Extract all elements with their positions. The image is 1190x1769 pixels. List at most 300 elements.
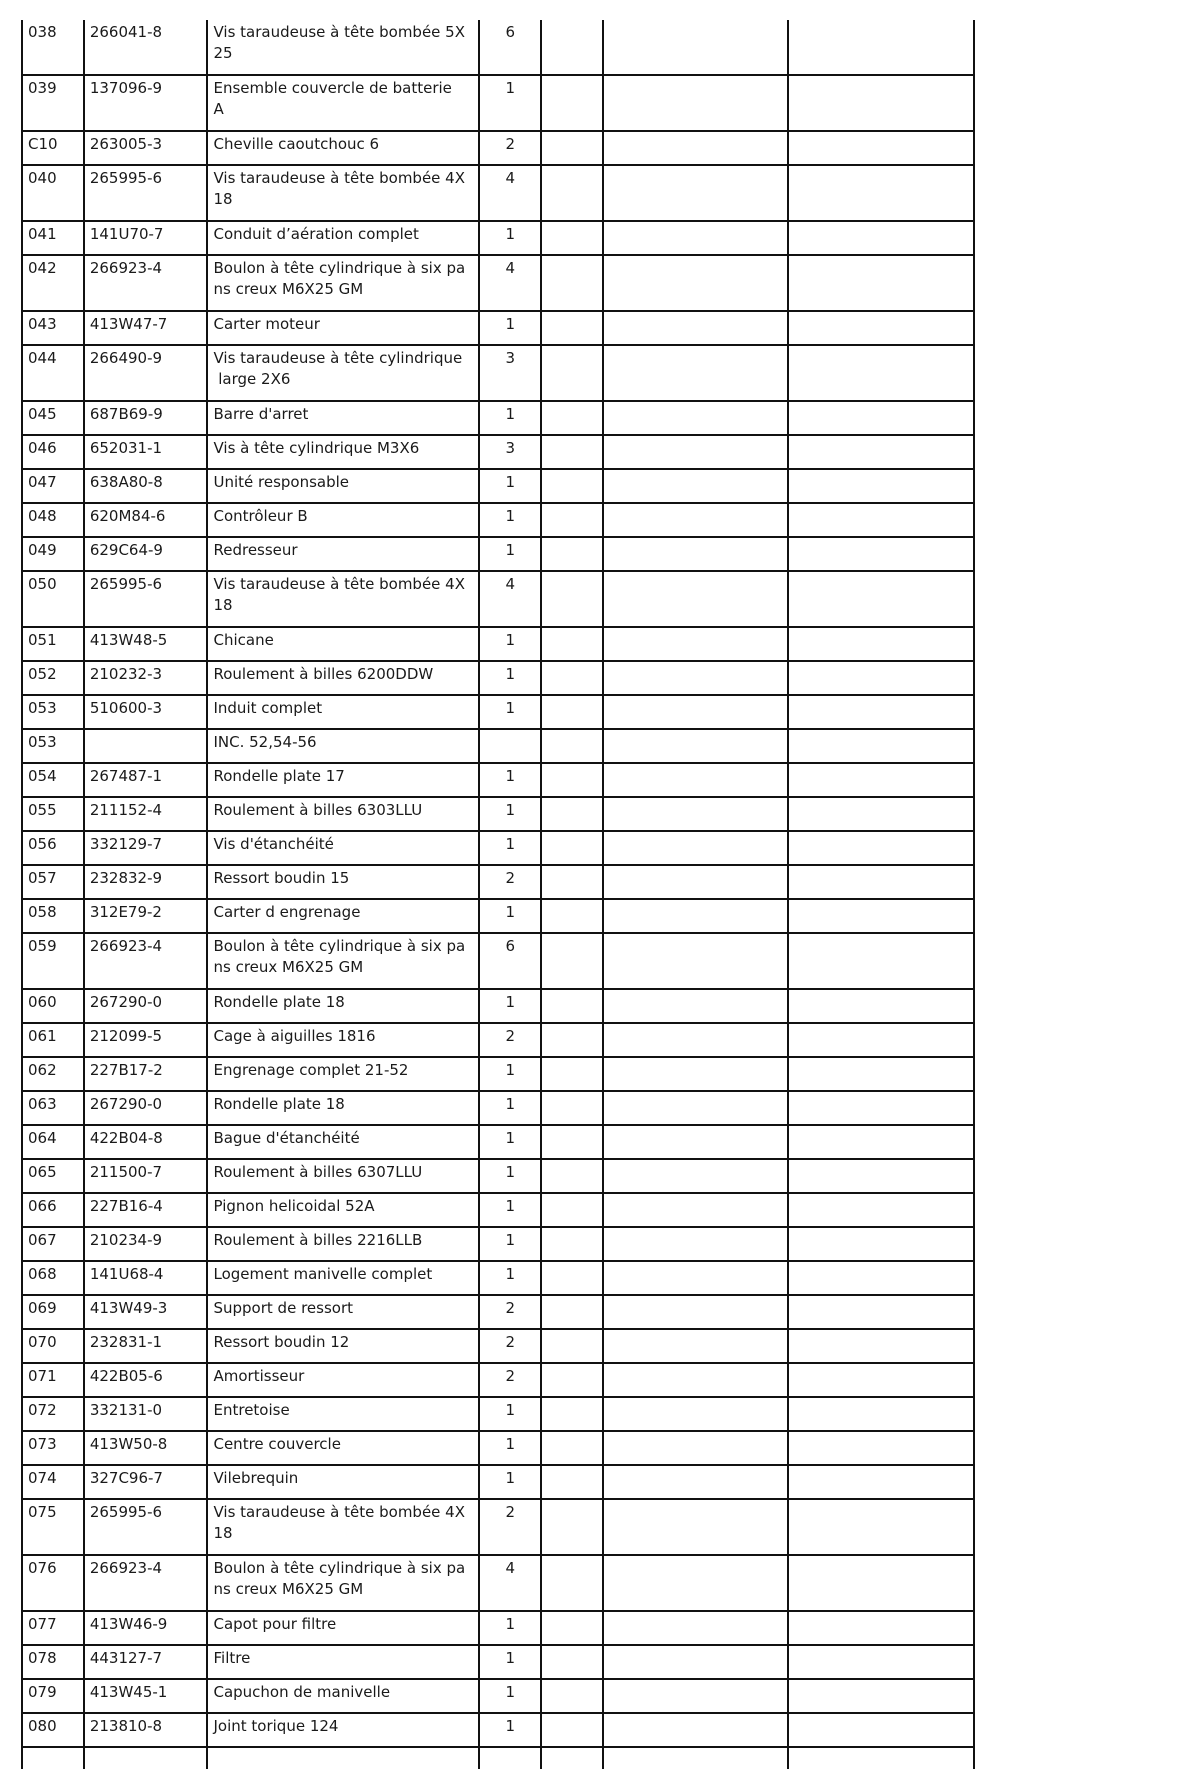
part-number-cell: 443127-7 — [84, 1645, 208, 1679]
table-row — [22, 571, 974, 627]
part-number-cell: 266041-8 — [84, 20, 208, 75]
item-number-cell: 044 — [22, 345, 84, 401]
quantity-cell: 1 — [479, 1159, 541, 1193]
item-number-cell: 059 — [22, 933, 84, 989]
blank-cell-a — [541, 469, 603, 503]
part-number-cell: 141U68-4 — [84, 1261, 208, 1295]
table-row — [22, 1295, 974, 1329]
part-number-cell: 332131-0 — [84, 1397, 208, 1431]
blank-cell-b — [603, 831, 788, 865]
quantity-cell: 1 — [479, 989, 541, 1023]
table-row — [22, 1159, 974, 1193]
description-cell: Logement manivelle complet — [207, 1261, 479, 1295]
table-row — [22, 763, 974, 797]
quantity-cell: 1 — [479, 899, 541, 933]
blank-cell-a — [541, 933, 603, 989]
part-number-cell: 211152-4 — [84, 797, 208, 831]
description-cell: Bague d'étanchéité — [207, 1125, 479, 1159]
description-cell: Roulement à billes 6303LLU — [207, 797, 479, 831]
blank-cell-a — [541, 1227, 603, 1261]
empty-cell — [541, 1747, 603, 1769]
table-row — [22, 627, 974, 661]
blank-cell-c — [788, 1397, 974, 1431]
description-cell: Support de ressort — [207, 1295, 479, 1329]
blank-cell-b — [603, 1555, 788, 1611]
blank-cell-a — [541, 1091, 603, 1125]
item-number-cell: 063 — [22, 1091, 84, 1125]
part-number-cell: 413W47-7 — [84, 311, 208, 345]
quantity-cell: 1 — [479, 1645, 541, 1679]
part-number-cell: 413W50-8 — [84, 1431, 208, 1465]
part-number-cell: 232832-9 — [84, 865, 208, 899]
table-row — [22, 1431, 974, 1465]
blank-cell-b — [603, 20, 788, 75]
quantity-cell: 1 — [479, 1465, 541, 1499]
blank-cell-a — [541, 1023, 603, 1057]
blank-cell-b — [603, 1125, 788, 1159]
part-number-cell: 227B16-4 — [84, 1193, 208, 1227]
blank-cell-b — [603, 1159, 788, 1193]
table-row — [22, 797, 974, 831]
item-number-cell: 038 — [22, 20, 84, 75]
blank-cell-a — [541, 571, 603, 627]
table-row — [22, 1329, 974, 1363]
blank-cell-a — [541, 1329, 603, 1363]
table-row — [22, 1679, 974, 1713]
description-cell: Capuchon de manivelle — [207, 1679, 479, 1713]
blank-cell-a — [541, 989, 603, 1023]
table-row — [22, 1023, 974, 1057]
part-number-cell: 266923-4 — [84, 933, 208, 989]
part-number-cell: 267290-0 — [84, 989, 208, 1023]
table-row — [22, 255, 974, 311]
part-number-cell: 266923-4 — [84, 255, 208, 311]
quantity-cell: 6 — [479, 933, 541, 989]
item-number-cell: 056 — [22, 831, 84, 865]
blank-cell-b — [603, 1023, 788, 1057]
blank-cell-c — [788, 763, 974, 797]
description-cell: Carter d engrenage — [207, 899, 479, 933]
blank-cell-c — [788, 1713, 974, 1747]
blank-cell-c — [788, 345, 974, 401]
blank-cell-a — [541, 1057, 603, 1091]
table-row — [22, 1363, 974, 1397]
quantity-cell: 1 — [479, 831, 541, 865]
empty-cell — [479, 1747, 541, 1769]
table-row — [22, 131, 974, 165]
table-row — [22, 75, 974, 131]
description-cell: Conduit d’aération complet — [207, 221, 479, 255]
blank-cell-c — [788, 627, 974, 661]
blank-cell-b — [603, 1679, 788, 1713]
item-number-cell: 048 — [22, 503, 84, 537]
item-number-cell: 069 — [22, 1295, 84, 1329]
item-number-cell: 072 — [22, 1397, 84, 1431]
part-number-cell — [84, 729, 208, 763]
blank-cell-c — [788, 1261, 974, 1295]
description-cell: Induit complet — [207, 695, 479, 729]
part-number-cell: 312E79-2 — [84, 899, 208, 933]
part-number-cell: 267487-1 — [84, 763, 208, 797]
blank-cell-b — [603, 1397, 788, 1431]
quantity-cell: 3 — [479, 345, 541, 401]
description-cell: Engrenage complet 21-52 — [207, 1057, 479, 1091]
part-number-cell: 413W45-1 — [84, 1679, 208, 1713]
table-row — [22, 989, 974, 1023]
table-row — [22, 311, 974, 345]
quantity-cell: 1 — [479, 311, 541, 345]
blank-cell-b — [603, 1329, 788, 1363]
blank-cell-b — [603, 131, 788, 165]
blank-cell-c — [788, 1091, 974, 1125]
table-row — [22, 165, 974, 221]
quantity-cell: 1 — [479, 401, 541, 435]
part-number-cell: 620M84-6 — [84, 503, 208, 537]
blank-cell-a — [541, 1125, 603, 1159]
blank-cell-c — [788, 131, 974, 165]
blank-cell-b — [603, 1261, 788, 1295]
description-cell: Carter moteur — [207, 311, 479, 345]
blank-cell-c — [788, 729, 974, 763]
table-row — [22, 401, 974, 435]
item-number-cell: 050 — [22, 571, 84, 627]
blank-cell-a — [541, 20, 603, 75]
blank-cell-b — [603, 729, 788, 763]
blank-cell-c — [788, 1193, 974, 1227]
blank-cell-b — [603, 571, 788, 627]
table-row — [22, 933, 974, 989]
blank-cell-b — [603, 1193, 788, 1227]
quantity-cell: 1 — [479, 75, 541, 131]
quantity-cell: 1 — [479, 763, 541, 797]
blank-cell-c — [788, 661, 974, 695]
blank-cell-a — [541, 1363, 603, 1397]
item-number-cell: 075 — [22, 1499, 84, 1555]
description-cell: Unité responsable — [207, 469, 479, 503]
part-number-cell: 652031-1 — [84, 435, 208, 469]
table-row — [22, 345, 974, 401]
blank-cell-b — [603, 503, 788, 537]
blank-cell-c — [788, 1645, 974, 1679]
blank-cell-b — [603, 1091, 788, 1125]
quantity-cell: 1 — [479, 1193, 541, 1227]
blank-cell-a — [541, 1261, 603, 1295]
blank-cell-a — [541, 401, 603, 435]
blank-cell-a — [541, 1645, 603, 1679]
blank-cell-b — [603, 345, 788, 401]
blank-cell-c — [788, 1679, 974, 1713]
item-number-cell: 076 — [22, 1555, 84, 1611]
quantity-cell: 4 — [479, 255, 541, 311]
description-cell: Cheville caoutchouc 6 — [207, 131, 479, 165]
blank-cell-c — [788, 1555, 974, 1611]
item-number-cell: 046 — [22, 435, 84, 469]
item-number-cell: 078 — [22, 1645, 84, 1679]
description-cell: Amortisseur — [207, 1363, 479, 1397]
blank-cell-b — [603, 1363, 788, 1397]
empty-cell — [207, 1747, 479, 1769]
blank-cell-a — [541, 899, 603, 933]
blank-cell-a — [541, 1193, 603, 1227]
quantity-cell: 2 — [479, 131, 541, 165]
quantity-cell: 2 — [479, 865, 541, 899]
blank-cell-c — [788, 221, 974, 255]
description-cell: Chicane — [207, 627, 479, 661]
parts-table-body — [22, 20, 974, 1769]
table-row — [22, 1713, 974, 1747]
quantity-cell: 1 — [479, 503, 541, 537]
part-number-cell: 327C96-7 — [84, 1465, 208, 1499]
quantity-cell: 1 — [479, 1057, 541, 1091]
blank-cell-b — [603, 865, 788, 899]
item-number-cell: 061 — [22, 1023, 84, 1057]
blank-cell-a — [541, 1679, 603, 1713]
blank-cell-b — [603, 401, 788, 435]
blank-cell-c — [788, 1499, 974, 1555]
description-cell: Filtre — [207, 1645, 479, 1679]
blank-cell-c — [788, 1431, 974, 1465]
blank-cell-a — [541, 763, 603, 797]
description-cell: Vis taraudeuse à tête cylindrique large 2X6 — [207, 345, 479, 401]
blank-cell-c — [788, 435, 974, 469]
description-cell: Vilebrequin — [207, 1465, 479, 1499]
blank-cell-c — [788, 537, 974, 571]
description-cell: Ressort boudin 12 — [207, 1329, 479, 1363]
quantity-cell: 1 — [479, 627, 541, 661]
quantity-cell: 2 — [479, 1295, 541, 1329]
part-number-cell: 266490-9 — [84, 345, 208, 401]
description-cell: Rondelle plate 18 — [207, 1091, 479, 1125]
blank-cell-a — [541, 1611, 603, 1645]
blank-cell-b — [603, 695, 788, 729]
description-cell: Vis taraudeuse à tête bombée 4X 18 — [207, 165, 479, 221]
quantity-cell: 1 — [479, 695, 541, 729]
blank-cell-c — [788, 933, 974, 989]
parts-table — [21, 20, 975, 1769]
item-number-cell: 071 — [22, 1363, 84, 1397]
description-cell: Roulement à billes 6307LLU — [207, 1159, 479, 1193]
quantity-cell: 1 — [479, 1713, 541, 1747]
part-number-cell: 213810-8 — [84, 1713, 208, 1747]
table-row — [22, 831, 974, 865]
blank-cell-b — [603, 627, 788, 661]
table-row — [22, 1465, 974, 1499]
table-row — [22, 1193, 974, 1227]
part-number-cell: 638A80-8 — [84, 469, 208, 503]
item-number-cell: 042 — [22, 255, 84, 311]
item-number-cell: 052 — [22, 661, 84, 695]
quantity-cell: 1 — [479, 1679, 541, 1713]
blank-cell-c — [788, 1363, 974, 1397]
table-row — [22, 503, 974, 537]
blank-cell-b — [603, 435, 788, 469]
item-number-cell: 079 — [22, 1679, 84, 1713]
part-number-cell: 413W49-3 — [84, 1295, 208, 1329]
item-number-cell: 043 — [22, 311, 84, 345]
blank-cell-a — [541, 435, 603, 469]
item-number-cell: 041 — [22, 221, 84, 255]
quantity-cell: 2 — [479, 1363, 541, 1397]
blank-cell-a — [541, 695, 603, 729]
blank-cell-a — [541, 865, 603, 899]
blank-cell-c — [788, 1057, 974, 1091]
blank-cell-b — [603, 1431, 788, 1465]
item-number-cell: 062 — [22, 1057, 84, 1091]
table-row — [22, 20, 974, 75]
description-cell: Vis à tête cylindrique M3X6 — [207, 435, 479, 469]
quantity-cell: 1 — [479, 1091, 541, 1125]
blank-cell-c — [788, 1611, 974, 1645]
item-number-cell: 047 — [22, 469, 84, 503]
part-number-cell: 332129-7 — [84, 831, 208, 865]
quantity-cell: 4 — [479, 1555, 541, 1611]
description-cell: Ressort boudin 15 — [207, 865, 479, 899]
blank-cell-b — [603, 469, 788, 503]
empty-cell — [84, 1747, 208, 1769]
part-number-cell: 265995-6 — [84, 165, 208, 221]
blank-cell-a — [541, 831, 603, 865]
blank-cell-b — [603, 661, 788, 695]
item-number-cell: 053 — [22, 729, 84, 763]
part-number-cell: 266923-4 — [84, 1555, 208, 1611]
item-number-cell: 055 — [22, 797, 84, 831]
blank-cell-c — [788, 831, 974, 865]
item-number-cell: 039 — [22, 75, 84, 131]
description-cell: Rondelle plate 17 — [207, 763, 479, 797]
blank-cell-c — [788, 1329, 974, 1363]
part-number-cell: 265995-6 — [84, 571, 208, 627]
description-cell: Contrôleur B — [207, 503, 479, 537]
quantity-cell: 1 — [479, 1125, 541, 1159]
part-number-cell: 141U70-7 — [84, 221, 208, 255]
table-row — [22, 1611, 974, 1645]
description-cell: Boulon à tête cylindrique à six pa ns creux M6X25 GM — [207, 255, 479, 311]
blank-cell-a — [541, 1465, 603, 1499]
description-cell: Roulement à billes 2216LLB — [207, 1227, 479, 1261]
item-number-cell: C10 — [22, 131, 84, 165]
blank-cell-a — [541, 1499, 603, 1555]
description-cell: Ensemble couvercle de batterie A — [207, 75, 479, 131]
blank-cell-b — [603, 1465, 788, 1499]
blank-cell-a — [541, 221, 603, 255]
blank-cell-c — [788, 1295, 974, 1329]
item-number-cell: 054 — [22, 763, 84, 797]
blank-cell-a — [541, 1159, 603, 1193]
quantity-cell: 1 — [479, 221, 541, 255]
table-row — [22, 537, 974, 571]
part-number-cell: 413W48-5 — [84, 627, 208, 661]
blank-cell-a — [541, 165, 603, 221]
blank-cell-b — [603, 899, 788, 933]
blank-cell-b — [603, 1057, 788, 1091]
blank-cell-b — [603, 763, 788, 797]
quantity-cell — [479, 729, 541, 763]
part-number-cell: 687B69-9 — [84, 401, 208, 435]
table-row — [22, 1091, 974, 1125]
item-number-cell: 040 — [22, 165, 84, 221]
item-number-cell: 049 — [22, 537, 84, 571]
quantity-cell: 1 — [479, 469, 541, 503]
table-row — [22, 695, 974, 729]
description-cell: Redresseur — [207, 537, 479, 571]
blank-cell-b — [603, 1227, 788, 1261]
part-number-cell: 232831-1 — [84, 1329, 208, 1363]
description-cell: Centre couvercle — [207, 1431, 479, 1465]
blank-cell-a — [541, 255, 603, 311]
table-row — [22, 661, 974, 695]
blank-cell-c — [788, 797, 974, 831]
table-row — [22, 899, 974, 933]
description-cell: Cage à aiguilles 1816 — [207, 1023, 479, 1057]
blank-cell-a — [541, 627, 603, 661]
item-number-cell: 065 — [22, 1159, 84, 1193]
blank-cell-b — [603, 989, 788, 1023]
part-number-cell: 211500-7 — [84, 1159, 208, 1193]
blank-cell-a — [541, 1431, 603, 1465]
part-number-cell: 267290-0 — [84, 1091, 208, 1125]
item-number-cell: 080 — [22, 1713, 84, 1747]
quantity-cell: 1 — [479, 1227, 541, 1261]
empty-cell — [603, 1747, 788, 1769]
table-row — [22, 435, 974, 469]
quantity-cell: 4 — [479, 571, 541, 627]
item-number-cell: 051 — [22, 627, 84, 661]
blank-cell-c — [788, 401, 974, 435]
part-number-cell: 210234-9 — [84, 1227, 208, 1261]
blank-cell-b — [603, 1295, 788, 1329]
blank-cell-c — [788, 1465, 974, 1499]
item-number-cell: 073 — [22, 1431, 84, 1465]
item-number-cell: 074 — [22, 1465, 84, 1499]
blank-cell-b — [603, 537, 788, 571]
quantity-cell: 1 — [479, 1611, 541, 1645]
blank-cell-c — [788, 469, 974, 503]
quantity-cell: 2 — [479, 1499, 541, 1555]
quantity-cell: 1 — [479, 1397, 541, 1431]
blank-cell-a — [541, 661, 603, 695]
item-number-cell: 058 — [22, 899, 84, 933]
part-number-cell: 413W46-9 — [84, 1611, 208, 1645]
table-row — [22, 1645, 974, 1679]
quantity-cell: 4 — [479, 165, 541, 221]
part-number-cell: 265995-6 — [84, 1499, 208, 1555]
blank-cell-b — [603, 1713, 788, 1747]
blank-cell-b — [603, 1611, 788, 1645]
quantity-cell: 1 — [479, 797, 541, 831]
blank-cell-b — [603, 797, 788, 831]
description-cell: Boulon à tête cylindrique à six pa ns creux M6X25 GM — [207, 1555, 479, 1611]
blank-cell-c — [788, 865, 974, 899]
table-row — [22, 221, 974, 255]
quantity-cell: 3 — [479, 435, 541, 469]
blank-cell-c — [788, 571, 974, 627]
item-number-cell: 057 — [22, 865, 84, 899]
blank-cell-a — [541, 345, 603, 401]
blank-cell-b — [603, 933, 788, 989]
quantity-cell: 1 — [479, 1261, 541, 1295]
blank-cell-a — [541, 131, 603, 165]
blank-cell-b — [603, 75, 788, 131]
description-cell: Joint torique 124 — [207, 1713, 479, 1747]
part-number-cell: 510600-3 — [84, 695, 208, 729]
table-row — [22, 1499, 974, 1555]
description-cell: Vis taraudeuse à tête bombée 4X 18 — [207, 571, 479, 627]
empty-cell — [788, 1747, 974, 1769]
blank-cell-c — [788, 20, 974, 75]
blank-cell-b — [603, 311, 788, 345]
description-cell: Vis d'étanchéité — [207, 831, 479, 865]
blank-cell-b — [603, 165, 788, 221]
